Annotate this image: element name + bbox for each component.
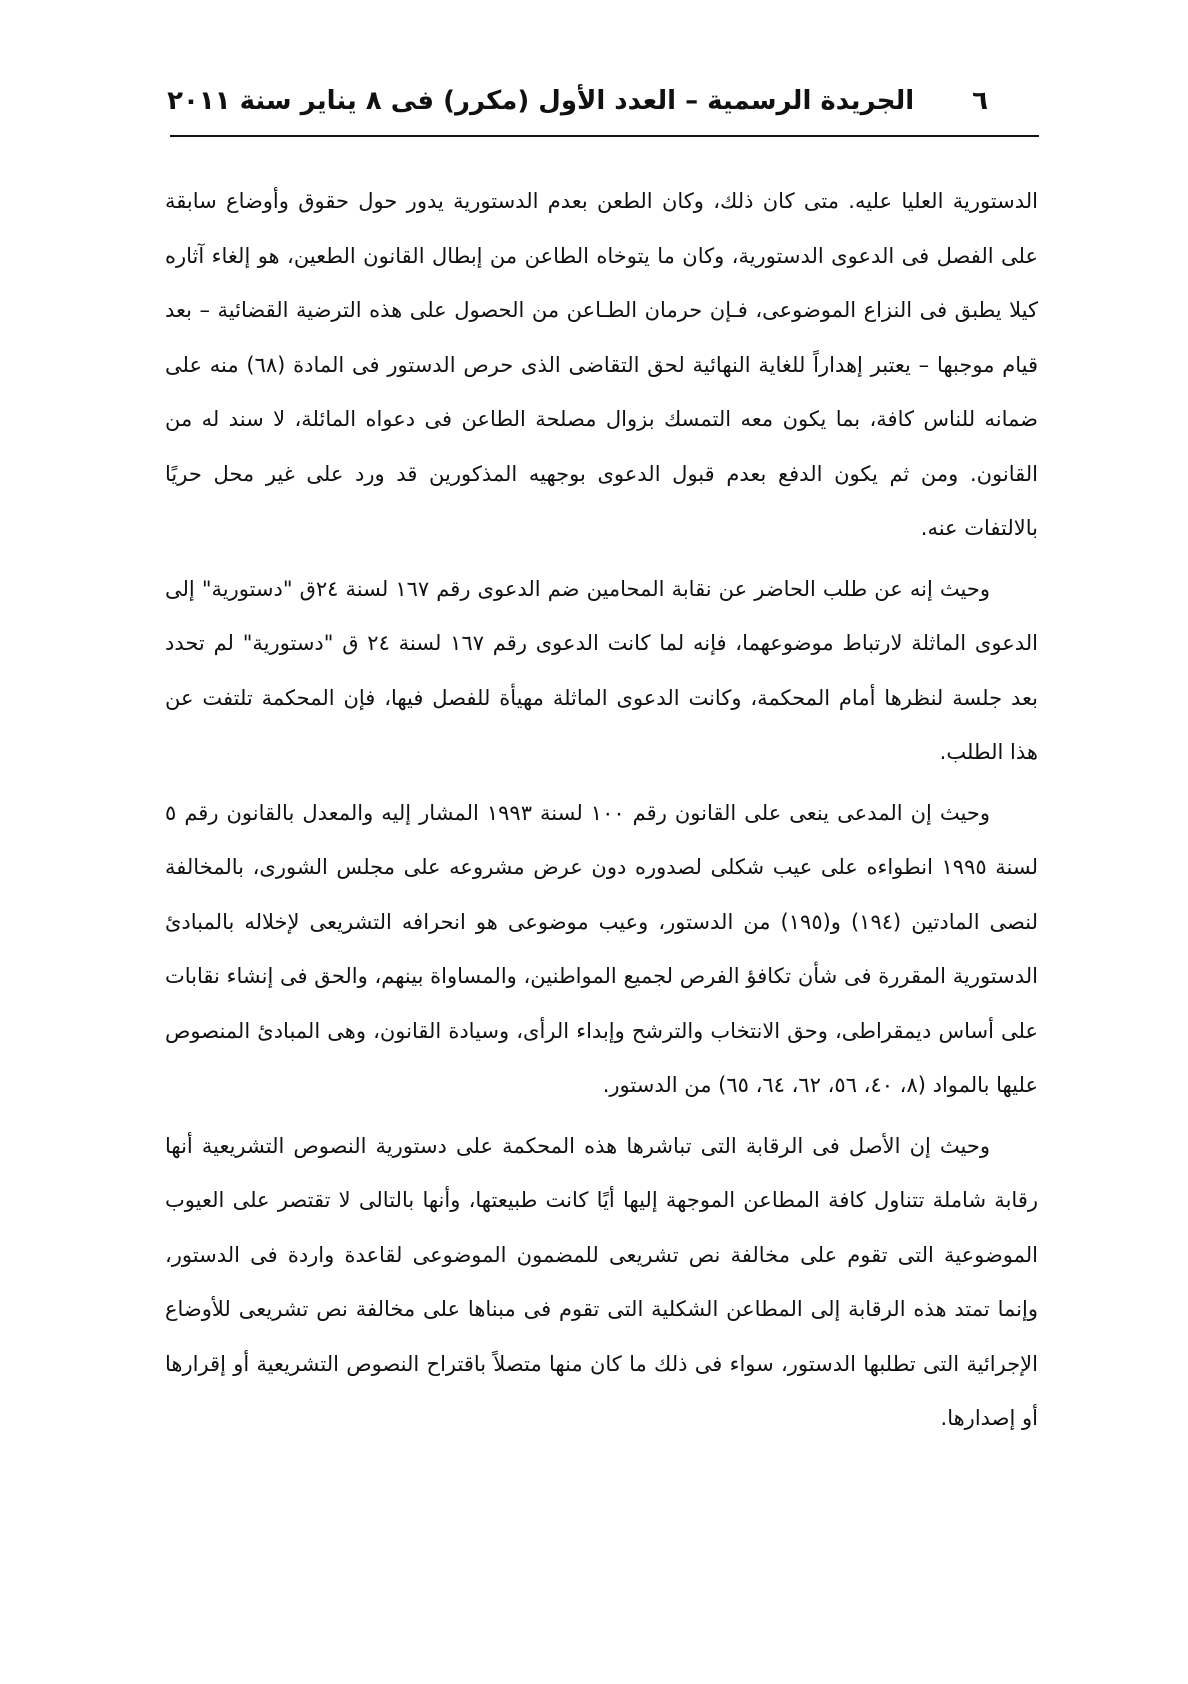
body-text: [165, 174, 1038, 1446]
paragraph-3: وحيث إن المدعى ينعى على القانون رقم ١٠٠ لسنة ١٩٩٣ المشار إليه والمعدل بالقانون رقم ٥ لسنة ١٩٩٥ انطواءه على عيب شكلى لصدوره دون عرض مشروعه على مجلس الشورى، بالمخالفة لنصى المادتين (١٩٤) و(١٩٥) من الدستور، وعيب موضوعى هو انحرافه التشريعى لإخلاله بالمبادئ الدستورية المقررة فى شأن تكافؤ الفرص لجميع المواطنين، والمساواة بينهم، والحق فى إنشاء نقابات على أساس ديمقراطى، وحق الانتخاب والترشح وإبداء الرأى، وسيادة القانون، وهى المبادئ المنصوص عليها بالمواد (٨، ٤٠، ٥٦، ٦٢، ٦٤، ٦٥) من الدستور.: [165, 800, 1039, 1097]
header-divider: [170, 135, 1039, 137]
paragraph-2: وحيث إنه عن طلب الحاضر عن نقابة المحامين ضم الدعوى رقم ١٦٧ لسنة ٢٤ق "دستورية" إلى الدعوى الماثلة لارتباط موضوعهما، فإنه لما كانت الدعوى رقم ١٦٧ لسنة ٢٤ ق "دستورية" لم تحدد بعد جلسة لنظرها أمام المحكمة، وكانت الدعوى الماثلة مهيأة للفصل فيها، فإن المحكمة تلتفت عن هذا الطلب.: [165, 576, 1038, 764]
page-header: [167, 74, 988, 128]
running-title: الجريدة الرسمية – العدد الأول (مكرر) فى ٨ يناير سنة ٢٠١١: [167, 86, 915, 116]
paragraph-4: وحيث إن الأصل فى الرقابة التى تباشرها هذه المحكمة على دستورية النصوص التشريعية أنها رقابة شاملة تتناول كافة المطاعن الموجهة إليها أيًا كانت طبيعتها، وأنها بالتالى لا تقتصر على العيوب الموضوعية التى تقوم على مخالفة نص تشريعى للمضمون الموضوعى لقاعدة واردة فى الدستور، وإنما تمتد هذه الرقابة إلى المطاعن الشكلية التى تقوم فى مبناها على مخالفة نص تشريعى للأوضاع الإجرائية التى تطلبها الدستور، سواء فى ذلك ما كان منها متصلاً باقتراح النصوص التشريعية أو إقرارها أو إصدارها.: [165, 1133, 1038, 1430]
page-number: ٦: [972, 86, 988, 116]
paragraph-1: الدستورية العليا عليه. متى كان ذلك، وكان الطعن بعدم الدستورية يدور حول حقوق وأوضاع سابقة على الفصل فى الدعوى الدستورية، وكان ما يتوخاه الطاعن من إبطال القانون الطعين، هو إلغاء آثاره كيلا يطبق فى النزاع الموضوعى، فـإن حرمان الطـاعن من الحصول على هذه الترضية القضائية – بعد قيام موجبها – يعتبر إهداراً للغاية النهائية لحق التقاضى الذى حرص الدستور فى المادة (٦٨) منه على ضمانه للناس كافة، بما يكون معه التمسك بزوال مصلحة الطاعن فى دعواه المائلة، لا سند له من القانون. ومن ثم يكون الدفع بعدم قبول الدعوى بوجهيه المذكورين قد ورد على غير محل حريًا بالالتفات عنه.: [165, 189, 1039, 540]
